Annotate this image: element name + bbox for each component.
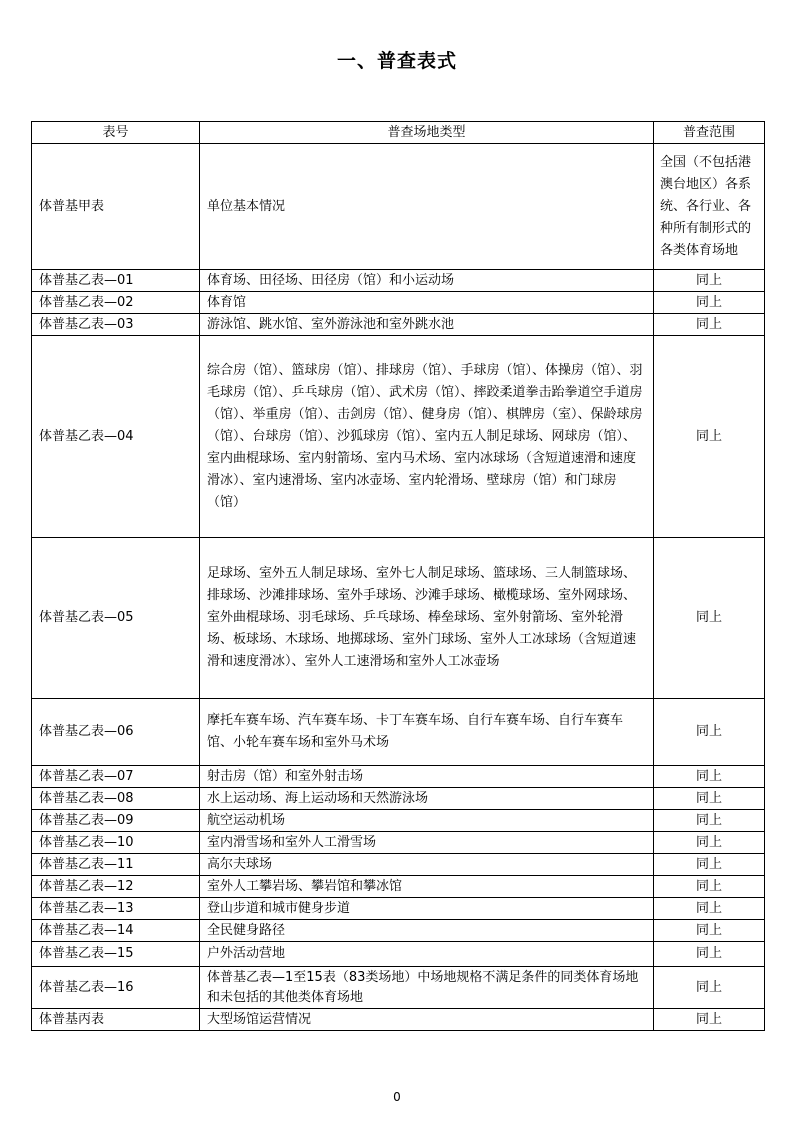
survey-scope: 同上 [654,336,765,538]
venue-type: 室内滑雪场和室外人工滑雪场 [200,832,654,854]
venue-type: 摩托车赛车场、汽车赛车场、卡丁车赛车场、自行车赛车场、自行车赛车馆、小轮车赛车场和室外马术场 [200,699,654,766]
form-code: 体普基乙表—05 [32,538,200,699]
survey-scope: 同上 [654,967,765,1009]
form-code: 体普基乙表—14 [32,920,200,942]
table-row [32,336,765,538]
venue-type: 户外活动营地 [200,942,654,967]
table-row [32,292,765,314]
form-code: 体普基乙表—12 [32,876,200,898]
venue-type: 综合房（馆）、篮球房（馆）、排球房（馆）、手球房（馆）、体操房（馆）、羽毛球房（馆）、乒乓球房（馆）、武术房（馆）、摔跤柔道拳击跆拳道空手道房（馆）、举重房（馆）、击剑房（馆）、健身房（馆）、棋牌房（室）、保龄球房（馆）、台球房（馆）、沙狐球房（馆）、室内五人制足球场、网球房（馆）、室内曲棍球场、室内射箭场、室内马术场、室内冰球场（含短道速滑和速度滑冰）、室内速滑场、室内冰壶场、室内轮滑场、壁球房（馆）和门球房（馆） [200,336,654,538]
table-row [32,538,765,699]
table-row [32,967,765,1009]
venue-type: 登山步道和城市健身步道 [200,898,654,920]
form-code: 体普基乙表—10 [32,832,200,854]
survey-scope: 同上 [654,920,765,942]
survey-form-table [31,121,765,1031]
table-row [32,876,765,898]
venue-type: 体普基乙表—1至15表（83类场地）中场地规格不满足条件的同类体育场地和未包括的其他类体育场地 [200,967,654,1009]
form-code: 体普基乙表—01 [32,270,200,292]
venue-type: 体育馆 [200,292,654,314]
survey-scope: 同上 [654,292,765,314]
survey-scope: 同上 [654,788,765,810]
table-row [32,1009,765,1031]
venue-type: 游泳馆、跳水馆、室外游泳池和室外跳水池 [200,314,654,336]
header-survey-scope: 普查范围 [654,122,765,144]
form-code: 体普基乙表—16 [32,967,200,1009]
survey-scope: 同上 [654,699,765,766]
form-code: 体普基乙表—03 [32,314,200,336]
table-row [32,854,765,876]
survey-scope: 同上 [654,270,765,292]
form-code: 体普基乙表—11 [32,854,200,876]
venue-type: 全民健身路径 [200,920,654,942]
header-form-number: 表号 [32,122,200,144]
survey-scope: 同上 [654,1009,765,1031]
survey-scope: 同上 [654,766,765,788]
form-code: 体普基乙表—13 [32,898,200,920]
venue-type: 足球场、室外五人制足球场、室外七人制足球场、篮球场、三人制篮球场、排球场、沙滩排球场、室外手球场、沙滩手球场、橄榄球场、室外网球场、室外曲棍球场、羽毛球场、乒乓球场、棒垒球场、室外射箭场、室外轮滑场、板球场、木球场、地掷球场、室外门球场、室外人工冰球场（含短道速滑和速度滑冰）、室外人工速滑场和室外人工冰壶场 [200,538,654,699]
header-venue-type: 普查场地类型 [200,122,654,144]
table-row [32,832,765,854]
table-row [32,270,765,292]
form-code: 体普基乙表—04 [32,336,200,538]
form-code: 体普基乙表—06 [32,699,200,766]
form-code: 体普基乙表—07 [32,766,200,788]
venue-type: 射击房（馆）和室外射击场 [200,766,654,788]
survey-scope: 同上 [654,810,765,832]
table-row [32,766,765,788]
survey-scope: 全国（不包括港澳台地区）各系统、各行业、各种所有制形式的各类体育场地 [654,144,765,270]
table-row [32,788,765,810]
venue-type: 水上运动场、海上运动场和天然游泳场 [200,788,654,810]
venue-type: 大型场馆运营情况 [200,1009,654,1031]
form-code: 体普基乙表—02 [32,292,200,314]
survey-scope: 同上 [654,854,765,876]
survey-scope: 同上 [654,942,765,967]
table-row [32,144,765,270]
page-number: 0 [393,1090,401,1104]
form-code: 体普基甲表 [32,144,200,270]
form-code: 体普基丙表 [32,1009,200,1031]
table-row [32,942,765,967]
table-row [32,314,765,336]
table-header-row [32,122,765,144]
page-title: 一、普查表式 [336,50,457,72]
survey-scope: 同上 [654,538,765,699]
table-row [32,920,765,942]
venue-type: 航空运动机场 [200,810,654,832]
venue-type: 单位基本情况 [200,144,654,270]
table-row [32,810,765,832]
venue-type: 体育场、田径场、田径房（馆）和小运动场 [200,270,654,292]
venue-type: 室外人工攀岩场、攀岩馆和攀冰馆 [200,876,654,898]
table-row [32,699,765,766]
form-code: 体普基乙表—08 [32,788,200,810]
survey-scope: 同上 [654,898,765,920]
venue-type: 高尔夫球场 [200,854,654,876]
survey-scope: 同上 [654,832,765,854]
table-row [32,898,765,920]
survey-scope: 同上 [654,876,765,898]
form-code: 体普基乙表—09 [32,810,200,832]
survey-scope: 同上 [654,314,765,336]
form-code: 体普基乙表—15 [32,942,200,967]
